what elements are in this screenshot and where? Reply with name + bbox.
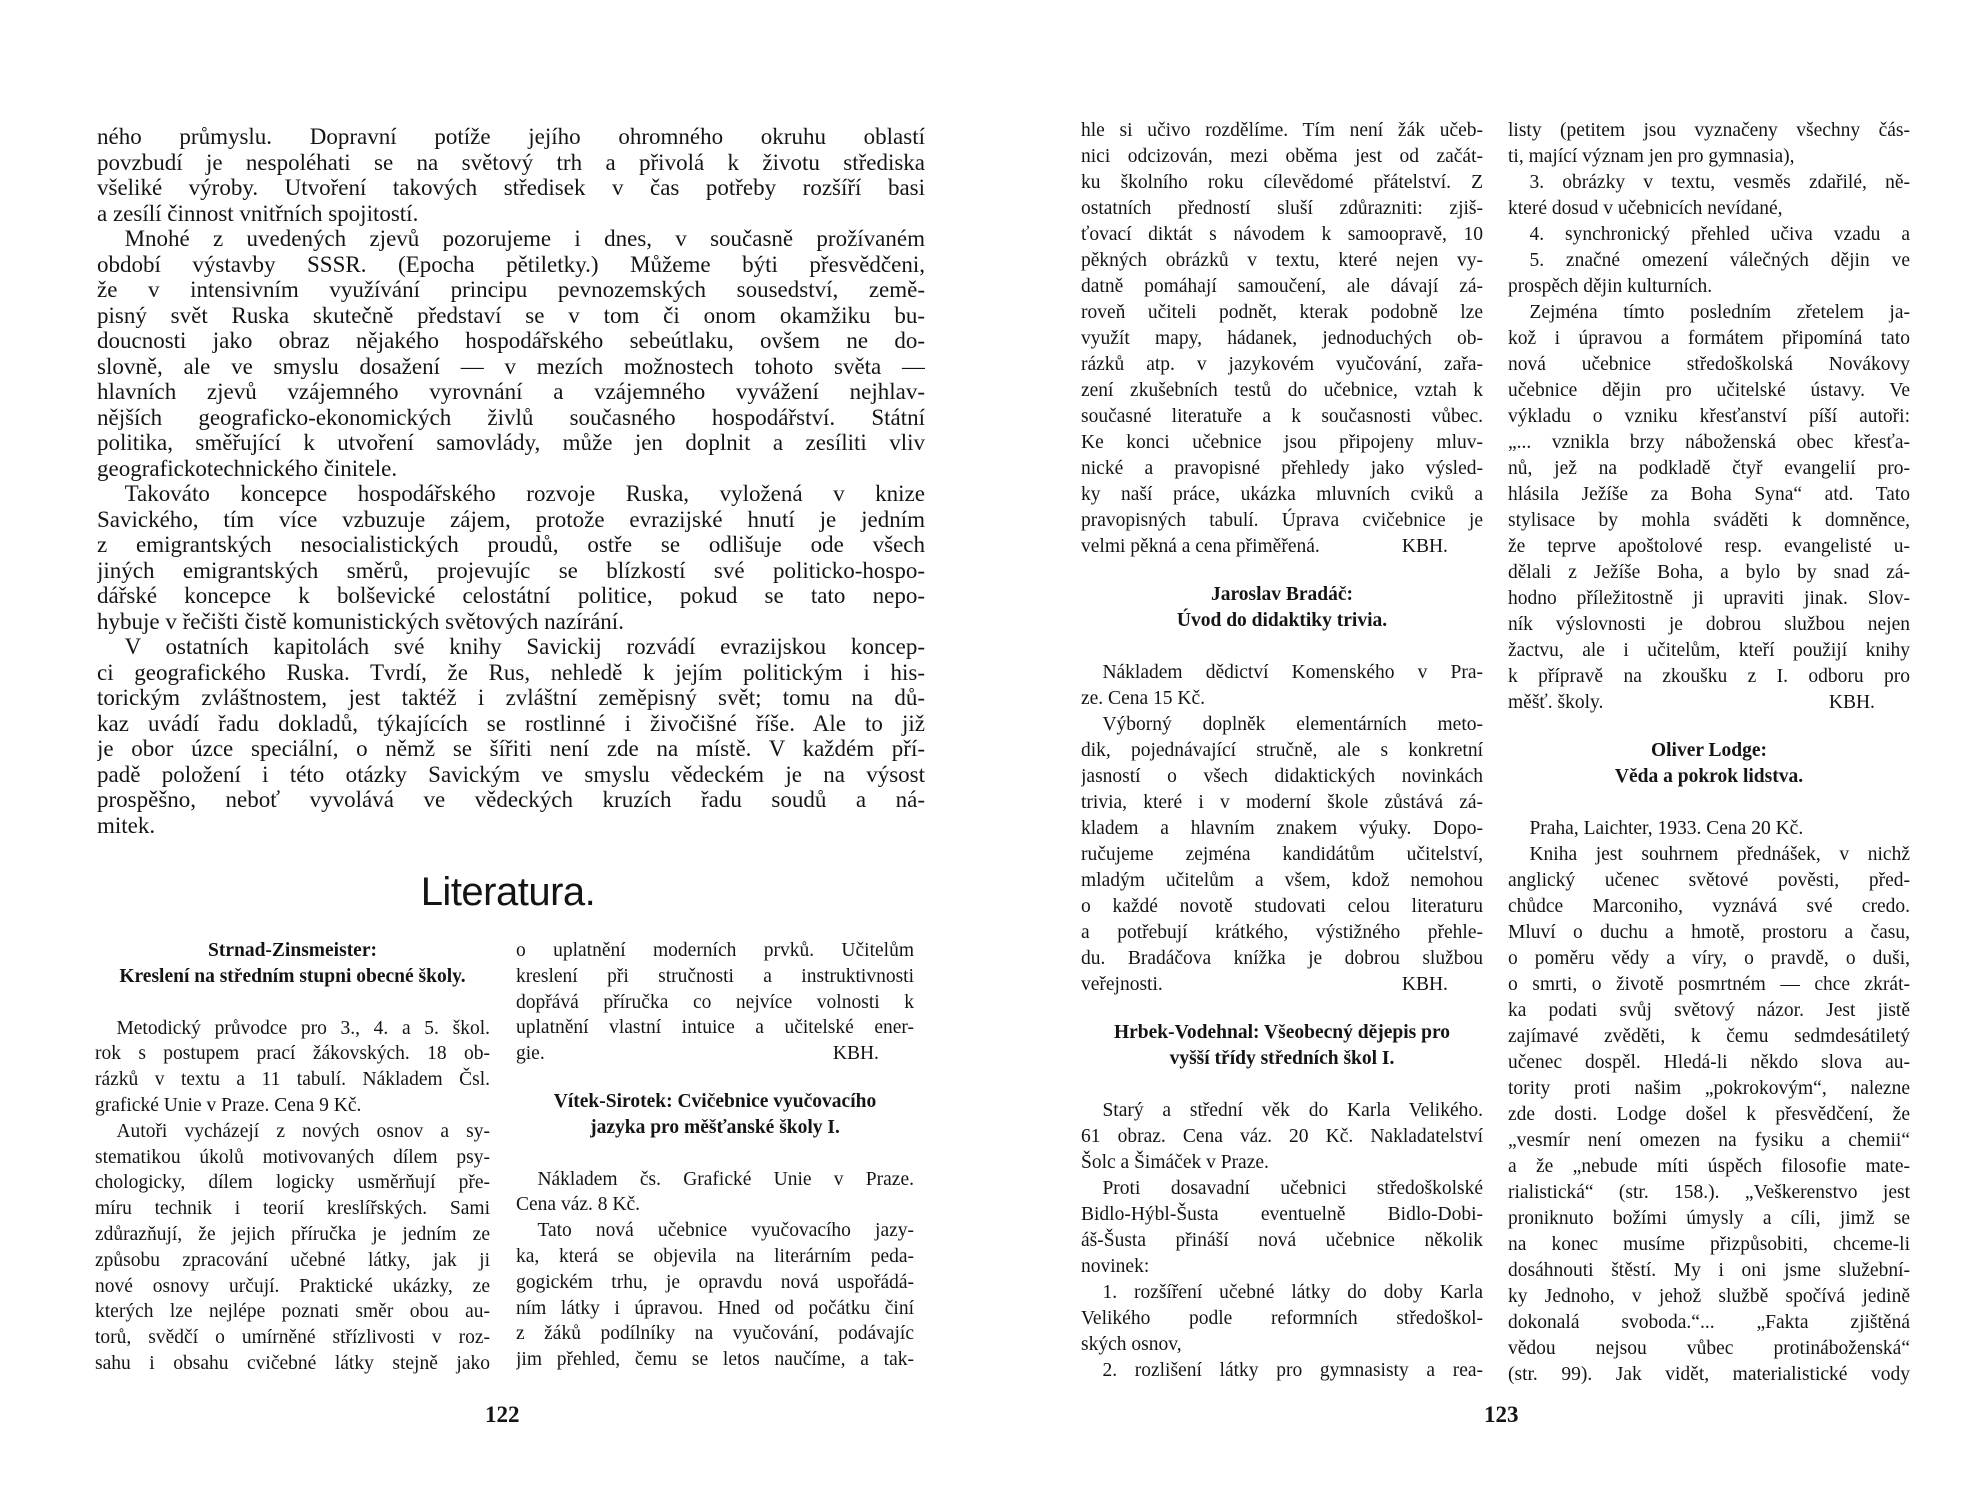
paragraph [1081, 1280, 1483, 1358]
review-column-left-1 [95, 938, 490, 1377]
reviewer-signature: KBH. [1401, 974, 1448, 995]
text-line: kterých lze nejlépe poznati směr obou au- [95, 1301, 490, 1323]
text-line: Bidlo-Hýbl-Šusta eventuelně Bidlo-Dobi- [1081, 1204, 1483, 1225]
text-line: míru technik i teorií kreslířských. Sami [95, 1198, 490, 1220]
paragraph [95, 1119, 490, 1377]
text-line: ním látky i úpravou. Hned od počátku činí [516, 1297, 914, 1319]
title-line: Oliver Lodge: [1650, 740, 1768, 761]
paragraph [1081, 118, 1483, 560]
text-line: jiných emigrantských směrů, projevujíc se blízkostí své politicko-hospo- [97, 557, 925, 583]
text-line: gogickém trhu, je opravdu nová uspořádá- [516, 1271, 914, 1293]
reviewer-signature: KBH. [1401, 536, 1448, 557]
text-line: nové osnovy určují. Praktické ukázky, ze [95, 1275, 490, 1297]
text-line: a potřebují krátkého, výstižného přehle- [1081, 922, 1483, 943]
text-line: ky naší práce, ukázka mluvních cviků a [1081, 484, 1483, 505]
text-line: je obor úzce speciální, o němž se šířiti není zde na místě. V každém pří- [97, 736, 925, 761]
text-line: a že „nebude míti úspěch filosofie mate- [1508, 1156, 1910, 1177]
paragraph [95, 1016, 490, 1119]
text-line: o poměru vědy a víry, o pravdě, o duši, [1508, 948, 1910, 969]
page-number-right: 123 [1484, 1402, 1519, 1427]
text-line: Metodický průvodce pro 3., 4. a 5. škol. [116, 1017, 490, 1039]
text-line: ostatních předností sluší zdůrazniti: zjiš- [1081, 198, 1483, 219]
text-line: způsobu zpracování učebné látky, jak ji [95, 1249, 490, 1271]
text-line: proniknuto božími úmysly a cíli, jimž se [1508, 1208, 1910, 1229]
text-line: že v intensivním využívání principu pevnozemských sousedství, země- [97, 277, 925, 302]
text-line: výkladu o vzniku křesťanství píší autoři: [1508, 406, 1910, 427]
text-line: ku školního roku cílevědomé přátelství. Z [1081, 172, 1483, 193]
paragraph [1508, 170, 1910, 222]
text-line: dopřává příručka co nejvíce volnosti k [516, 991, 914, 1013]
text-line: Autoři vycházejí z nových osnov a sy- [116, 1120, 490, 1142]
text-line: zajímavé zvěděti, k čemu sedmdesátiletý [1508, 1026, 1910, 1047]
text-line: současné literatuře a k současnosti vůbec. [1081, 406, 1483, 427]
text-line: hodno příležitostně ji upraviti jinak. Slov- [1508, 588, 1910, 609]
text-line: kreslení při stručnosti a instruktivnosti [516, 965, 914, 987]
paragraph [97, 226, 925, 481]
text-line: všeliké výroby. Utvoření takových středisek v čas potřeby rozšíří basi [97, 175, 925, 200]
text-line: grafické Unie v Praze. Cena 9 Kč. [95, 1094, 362, 1116]
text-line: slovně, ale ve smyslu dosažení — v mezích možnostech tohoto světa — [97, 353, 925, 379]
text-line: dokonalá svoboda.“... „Fakta zjištěná [1508, 1312, 1910, 1333]
paragraph [1081, 712, 1483, 998]
text-line: geografickotechnického činitele. [97, 455, 398, 481]
text-line: torickým zvláštnostem, jest taktéž i zvláštní zeměpisný svět; tomu na dů- [97, 685, 925, 710]
text-line: dosáhnouti štěstí. My i oni jsme služební- [1508, 1260, 1910, 1281]
text-line: „vesmír není omezen na fysiku a chemii“ [1508, 1130, 1910, 1151]
title-line: Věda a pokrok lidstva. [1614, 766, 1804, 787]
text-line: kaz uvádí řadu dokladů, týkajících se rostlinné i živočišné říše. Ale to již [97, 710, 925, 736]
text-line: učenec dospěl. Hledá-li někdo slova au- [1508, 1052, 1910, 1073]
paragraph [1081, 660, 1483, 712]
text-line: nické a pravopisné přehledy jako výsled- [1081, 458, 1483, 479]
text-line: trivia, které i v moderní škole zůstává zá- [1081, 792, 1483, 813]
text-line: z žáků podílníky na vyučování, podávajíc [516, 1323, 914, 1345]
text-line: Velikého podle reformních středoškol- [1081, 1308, 1483, 1329]
title-line: vyšší třídy středních škol I. [1169, 1048, 1395, 1069]
text-line: Takováto koncepce hospodářského rozvoje Ruska, vyložená v knize [124, 481, 925, 506]
text-line: mitek. [97, 812, 156, 838]
title-line: Strnad-Zinsmeister: [208, 940, 377, 961]
title-line: Hrbek-Vodehnal: Všeobecný dějepis pro [1113, 1022, 1451, 1043]
paragraph [97, 124, 925, 226]
text-line: ručujeme zejména kandidátům učitelství, [1081, 844, 1483, 865]
text-line: Nákladem čs. Grafické Unie v Praze. [537, 1168, 914, 1190]
text-line: pěkných obrázků v textu, které nejen vy- [1081, 250, 1483, 271]
text-line: hybuje v řečišti čistě komunistických světových nazírání. [97, 608, 624, 634]
text-line: Starý a střední věk do Karla Velikého. [1102, 1100, 1483, 1121]
text-line: Tato nová učebnice vyučovacího jazy- [537, 1220, 914, 1242]
text-line: politika, směřující k utvoření samovlády, může jen doplnit a zesíliti vliv [97, 430, 925, 455]
paragraph [1508, 248, 1910, 300]
text-line: mladým učitelům a všem, kdož nemohou [1081, 870, 1483, 891]
text-line: (str. 99). Jak vidět, materialistické vody [1508, 1364, 1910, 1385]
reviewer-signature: KBH. [832, 1043, 879, 1065]
title-line: Vítek-Sirotek: Cvičebnice vyučovacího [553, 1090, 877, 1112]
text-line: Ke konci učebnice jsou připojeny mluv- [1081, 432, 1483, 453]
text-line: hlavních zjevů vzájemného vyrovnání a vzájemného vyvážení nejhlav- [97, 379, 925, 404]
review-title [516, 1089, 914, 1141]
text-line: ti, mající význam jen pro gymnasia), [1508, 146, 1795, 167]
text-line-with-signature [1081, 972, 1483, 998]
paragraph [1508, 816, 1910, 842]
text-line: roveň učiteli podnět, kterak podobně lze [1081, 302, 1483, 323]
text-line: o smrti, o životě posmrtném — chce zkrát- [1508, 974, 1910, 995]
text-line: V ostatních kapitolách své knihy Savickij rozvádí evrazijskou koncep- [124, 634, 925, 659]
text-line: zdůrazňují, že jejich příručka je jedním ze [95, 1223, 490, 1245]
text-line: ného průmyslu. Dopravní potíže jejího ohromného okruhu oblastí [97, 124, 925, 149]
text-line: z emigrantských nesocialistických proudů, ostře se odlišuje ode všech [97, 532, 925, 557]
paragraph [516, 938, 914, 1067]
text-line: Výborný doplněk elementárních meto- [1102, 714, 1483, 735]
text-line: nů, jež na podkladě čtyř evangelií pro- [1508, 458, 1910, 479]
text-line: hlásila Ježíše za Boha Syna“ atd. Tato [1508, 484, 1910, 505]
text-line-with-signature [1508, 690, 1910, 716]
text-line: Savického, tím více vzbuzuje zájem, protože evrazijské hnutí je jedním [97, 506, 925, 532]
text-line: období výstavby SSSR. (Epocha pětiletky.) Můžeme býti přesvědčeni, [97, 251, 925, 277]
text-line: využít mapy, hádanek, jednoduchých ob- [1081, 328, 1483, 349]
text-line: datně pomáhají samoučení, ale dávají zá- [1081, 276, 1483, 297]
text-line: dělali z Ježíše Boha, a bylo by snad zá- [1508, 562, 1910, 583]
paragraph [97, 481, 925, 634]
text-line: Zejména tímto posledním zřetelem ja- [1529, 302, 1910, 323]
text-line: dářské koncepce k bolševické celostátní politice, pokud se tato nepo- [97, 583, 925, 608]
text-line: sahu i obsahu cvičebné látky stejně jako [95, 1352, 490, 1374]
text-line: nějších geograficko-ekonomických živlů současného hospodářství. Státní [97, 404, 925, 430]
paragraph [1081, 1098, 1483, 1176]
text-line: dik, pojednávající stručně, ale s konkretní [1081, 740, 1483, 761]
text-line: rok s postupem prací žákovských. 18 ob- [95, 1043, 490, 1065]
text-line: Nákladem dědictví Komenského v Pra- [1102, 662, 1483, 683]
review-title [1081, 1020, 1483, 1072]
text-line: stematikou úkolů motivovaných dílem psy- [95, 1146, 490, 1168]
text-line: uplatnění vlastní intuice a učitelské ener- [516, 1017, 914, 1039]
text-line: ci geografického Ruska. Tvrdí, že Rus, nehledě k jejím politickým i his- [97, 659, 925, 685]
text-line: „... vznikla brzy náboženská obec křesťa- [1508, 432, 1910, 453]
text-line: ťovací diktát s návodem k samoopravě, 10 [1081, 224, 1483, 245]
review-title [95, 938, 490, 990]
paragraph [1508, 222, 1910, 248]
text-line: Proti dosavadní učebnici středoškolské [1102, 1178, 1483, 1199]
text-line: které dosud v učebnicích nevídané, [1508, 198, 1783, 219]
text-line: hle si učivo rozdělíme. Tím není žák učeb- [1081, 120, 1483, 141]
text-line: o každé novotě studovati celou literaturu [1081, 896, 1483, 917]
text-line: jasností o všech didaktických novinkách [1081, 766, 1483, 787]
paragraph [97, 634, 925, 838]
line-text: velmi pěkná a cena přiměřená. [1081, 536, 1320, 557]
text-line: du. Bradáčova knížka je dobrou službou [1081, 948, 1483, 969]
review-title [1081, 582, 1483, 634]
text-line: anglický učenec světové pověsti, před- [1508, 870, 1910, 891]
paragraph [516, 1167, 914, 1219]
text-line: rázků atp. v jazykovém vyučování, zařa- [1081, 354, 1483, 375]
line-text: měšť. školy. [1508, 692, 1604, 713]
review-column-right-2 [1508, 118, 1910, 1388]
text-line: Mnohé z uvedených zjevů pozorujeme i dnes, v současně prožívaném [124, 226, 925, 251]
text-line: padě položení i této otázky Savickým ve smyslu vědeckém je na výsost [97, 761, 925, 787]
text-line: 1. rozšíření učebné látky do doby Karla [1102, 1282, 1483, 1303]
text-line: Šolc a Šimáček v Praze. [1081, 1152, 1269, 1173]
text-line: novinek: [1081, 1256, 1150, 1277]
text-line: rázků v textu a 11 tabulí. Nákladem Čsl. [95, 1069, 490, 1091]
title-line: Jaroslav Bradáč: [1210, 584, 1354, 605]
text-line: Cena váz. 8 Kč. [516, 1194, 640, 1216]
text-line: chologicky, dílem logicky usměrňují pře- [95, 1172, 490, 1194]
text-line: a zesílí činnost vnitřních spojitostí. [97, 200, 419, 226]
text-line: že teprve apoštolové resp. evangelisté u- [1508, 536, 1910, 557]
paragraph [516, 1218, 914, 1373]
text-line-with-signature [1081, 534, 1483, 560]
paragraph [1081, 1358, 1483, 1384]
page-number-left: 122 [485, 1402, 520, 1427]
text-line: pravopisných tabulí. Úprava cvičebnice je [1081, 510, 1483, 531]
title-line: jazyka pro měšťanské školy I. [590, 1116, 840, 1138]
paragraph [1508, 842, 1910, 1388]
line-text: veřejnosti. [1081, 974, 1163, 995]
text-line: o uplatnění moderních prvků. Učitelům [516, 940, 914, 961]
title-line: Úvod do didaktiky trivia. [1176, 610, 1388, 631]
text-line: ník výslovnosti je dobrou službou nejen [1508, 614, 1910, 635]
text-line: áš-Šusta přináší nová učebnice několik [1081, 1230, 1483, 1251]
text-line: kož i úpravou a formátem připomíná tato [1508, 328, 1910, 349]
text-line: ských osnov, [1081, 1334, 1182, 1355]
article-body [97, 124, 925, 838]
review-column-left-2 [516, 938, 914, 1373]
text-line: prospěšno, neboť vyvolává ve vědeckých kruzích řadu soudů a ná- [97, 787, 925, 812]
text-line: tority proti našim „pokrokovým“, nalezne [1508, 1078, 1910, 1099]
text-line: 4. synchronický přehled učiva vzadu a [1529, 224, 1910, 245]
text-line: prospěch dějin kulturních. [1508, 276, 1713, 297]
text-line: doucnosti jako obraz nějakého hospodářského sebeútlaku, ovšem ne do- [97, 328, 925, 353]
text-line: 61 obraz. Cena váz. 20 Kč. Nakladatelství [1081, 1126, 1483, 1147]
text-line: ka, která se objevila na literárním peda- [516, 1245, 914, 1267]
title-line: Kreslení na středním stupni obecné školy. [119, 965, 466, 987]
paragraph [1081, 1176, 1483, 1280]
text-line: k přípravě na zkoušku z I. odboru pro [1508, 666, 1910, 687]
paragraph [1508, 118, 1910, 170]
text-line: povzbudí je nespoléhati se na světový trh a přivolá k životu střediska [97, 149, 925, 175]
review-title [1508, 738, 1910, 790]
text-line: učebnice dějin pro učitelské ústavy. Ve [1508, 380, 1910, 401]
line-text: gie. [516, 1043, 545, 1065]
text-line: na konec musíme přizpůsobiti, chceme-li [1508, 1234, 1910, 1255]
reviewer-signature: KBH. [1828, 692, 1875, 713]
text-line: ka podati svůj světový názor. Jest jistě [1508, 1000, 1910, 1021]
review-column-right-1 [1081, 118, 1483, 1384]
text-line: rialistická“ (str. 158.). „Veškerenstvo jest [1508, 1182, 1910, 1203]
text-line: nová učebnice středoškolská Novákovy [1508, 354, 1910, 375]
paragraph [1508, 300, 1910, 716]
text-line: jim přehled, čemu se letos naučíme, a tak- [516, 1349, 914, 1371]
text-line: zde dosti. Lodge došel k přesvědčení, že [1508, 1104, 1910, 1125]
text-line: Mluví o duchu a hmotě, prostoru a času, [1508, 922, 1910, 943]
text-line: žactvu, ale i učitelům, kteří použijí knihy [1508, 640, 1910, 661]
text-line-with-signature [516, 1041, 914, 1067]
text-line: chůdce Marconiho, vyznává své credo. [1508, 896, 1910, 917]
text-line: stylisace by mohla sváděti k domněnce, [1508, 510, 1910, 531]
text-line: pisný svět Ruska skutečně představí se v tom či onom okamžiku bu- [97, 302, 925, 328]
text-line: listy (petitem jsou vyznačeny všechny čás- [1508, 120, 1910, 141]
text-line: torů, svědčí o umírněné střízlivosti v roz- [95, 1327, 490, 1349]
text-line: 3. obrázky v textu, vesměs zdařilé, ně- [1529, 172, 1910, 193]
section-heading-literatura: Literatura. [420, 870, 596, 914]
text-line: ze. Cena 15 Kč. [1081, 688, 1205, 709]
text-line: kladem a hlavním znakem výuky. Dopo- [1081, 818, 1483, 839]
text-line: zení zkušebních testů do učebnice, vztah k [1081, 380, 1483, 401]
text-line: vědou nejsou vůbec protináboženská“ [1508, 1338, 1910, 1359]
text-line: 2. rozlišení látky pro gymnasisty a rea- [1102, 1360, 1483, 1381]
text-line: 5. značné omezení válečných dějin ve [1529, 250, 1910, 271]
text-line: Praha, Laichter, 1933. Cena 20 Kč. [1529, 818, 1804, 839]
text-line: Kniha jest souhrnem přednášek, v nichž [1529, 844, 1910, 865]
text-line: nici odcizován, mezi oběma jest od začát- [1081, 146, 1483, 167]
text-line: ky Jednoho, v jehož službě spočívá jedině [1508, 1286, 1910, 1307]
